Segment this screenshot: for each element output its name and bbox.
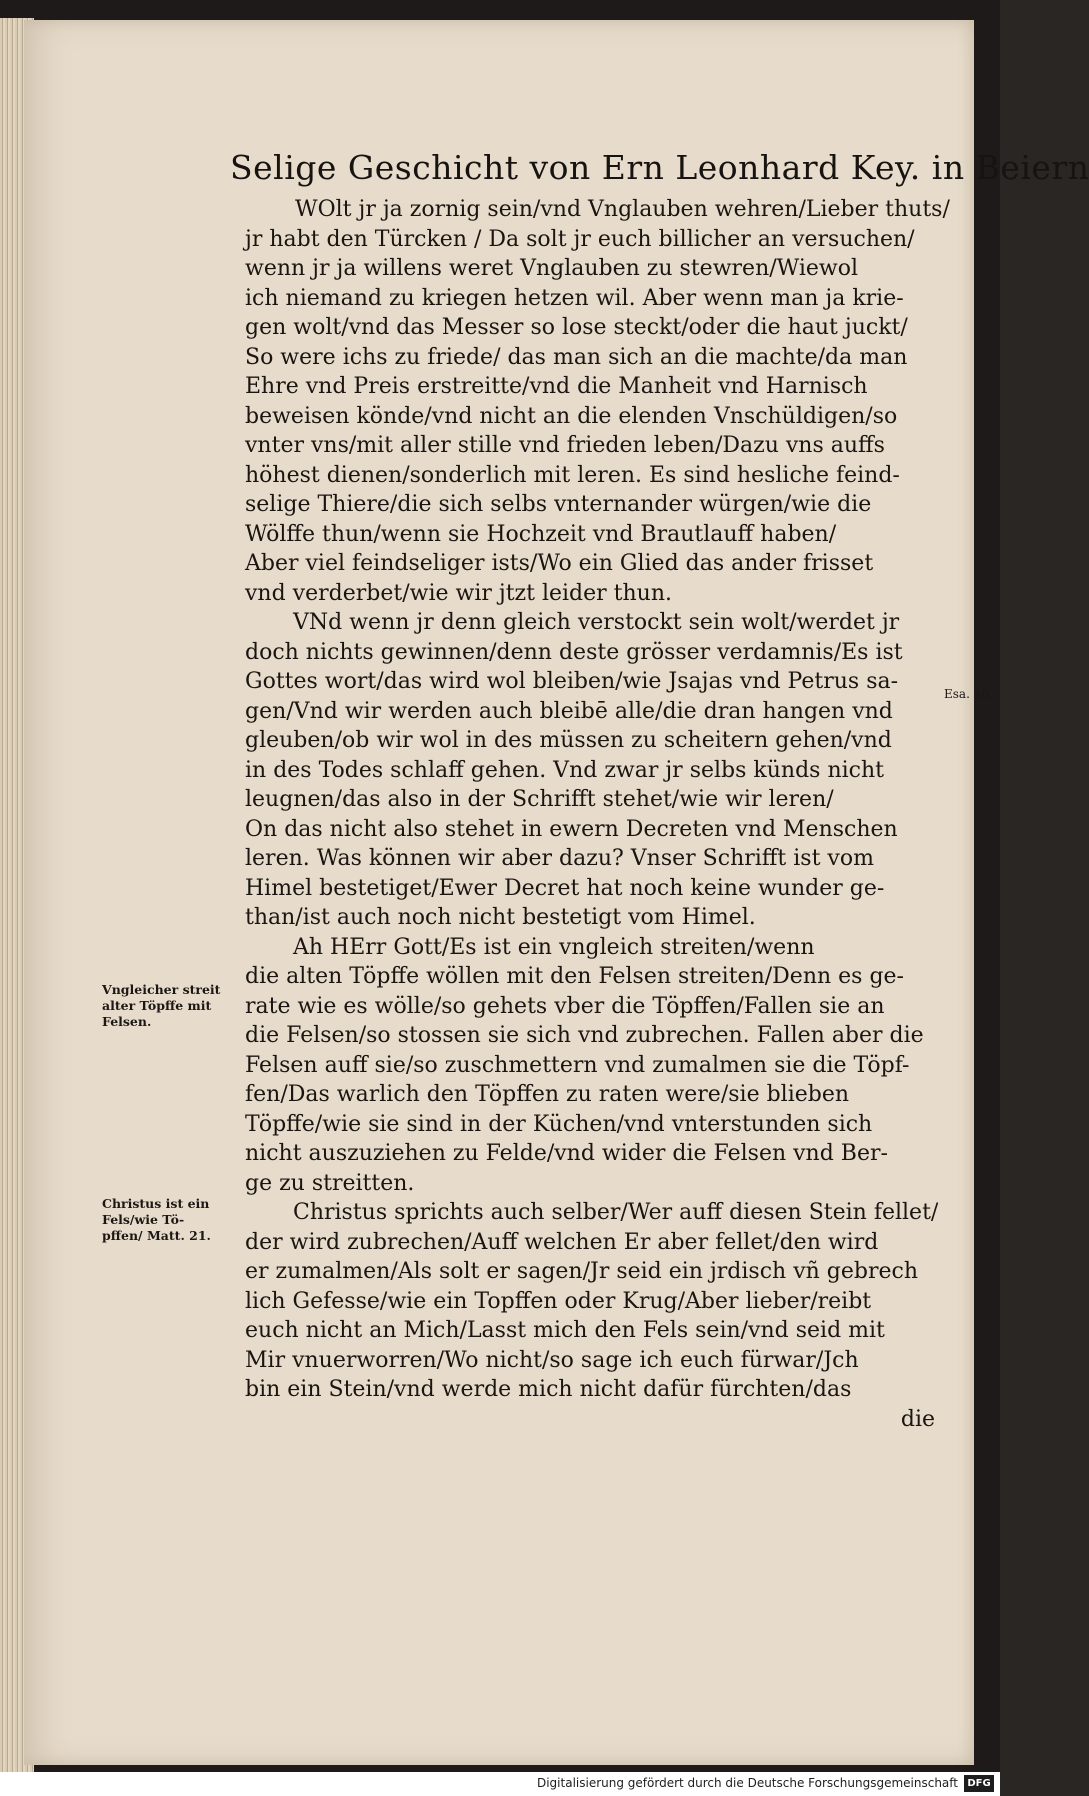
text-line: bin ein Stein/vnd werde mich nicht dafür fürchten/das bbox=[245, 1377, 852, 1402]
text-line: VNd wenn jr denn gleich verstockt sein wolt/werdet jr bbox=[293, 610, 900, 635]
text-line: leren. Was können wir aber dazu? Vnser Schrifft ist vom bbox=[245, 846, 874, 871]
text-line: WOlt jr ja zornig sein/vnd Vnglauben wehren/Lieber thuts/ bbox=[295, 197, 950, 222]
margin-note-line: alter Töpffe mit bbox=[102, 998, 212, 1013]
text-line: rate wie es wölle/so gehets vber die Töpffen/Fallen sie an bbox=[245, 993, 885, 1019]
text-line: than/ist auch noch nicht bestetigt vom Himel. bbox=[245, 905, 756, 930]
footer-credit: Digitalisierung gefördert durch die Deutsche Forschungsgemeinschaft bbox=[536, 1776, 958, 1790]
text-line: Christus sprichts auch selber/Wer auff diesen Stein fellet/ bbox=[293, 1200, 939, 1225]
text-line: leugnen/das also in der Schrifft stehet/wie wir leren/ bbox=[245, 787, 834, 812]
text-line: doch nichts gewinnen/denn deste grösser verdamnis/Es ist bbox=[245, 639, 903, 665]
text-line: Aber viel feindseliger ists/Wo ein Glied das ander frisset bbox=[245, 551, 874, 576]
text-line: gen wolt/vnd das Messer so lose steckt/oder die haut juckt/ bbox=[245, 315, 908, 340]
margin-note-line: Felsen. bbox=[102, 1014, 152, 1029]
text-line: die alten Töpffe wöllen mit den Felsen streiten/Denn es ge- bbox=[245, 964, 904, 989]
body-text bbox=[245, 195, 950, 1434]
margin-note-line: Christus ist ein bbox=[102, 1196, 210, 1211]
dfg-logo: DFG bbox=[964, 1775, 994, 1792]
text-line: vnd verderbet/wie wir jtzt leider thun. bbox=[245, 580, 673, 606]
margin-note-2 bbox=[102, 1196, 211, 1244]
text-line: lich Gefesse/wie ein Topffen oder Krug/Aber lieber/reibt bbox=[245, 1288, 872, 1314]
text-line: jr habt den Türcken / Da solt jr euch billicher an versuchen/ bbox=[245, 226, 915, 252]
text-line: So were ichs zu friede/ das man sich an die machte/da man bbox=[245, 344, 908, 370]
margin-note-1 bbox=[102, 982, 220, 1030]
text-line: euch nicht an Mich/Lasst mich den Fels sein/vnd seid mit bbox=[245, 1318, 885, 1343]
margin-note-line: Fels/wie Tö- bbox=[102, 1212, 185, 1227]
text-line: Felsen auff sie/so zuschmettern vnd zumalmen sie die Töpf- bbox=[245, 1052, 910, 1078]
text-line: Himel bestetiget/Ewer Decret hat noch keine wunder ge- bbox=[245, 875, 885, 901]
margin-note-line: pffen/ Matt. 21. bbox=[102, 1228, 211, 1243]
text-line: in des Todes schlaff gehen. Vnd zwar jr selbs künds nicht bbox=[245, 757, 884, 783]
text-line: gen/Vnd wir werden auch bleibē alle/die dran hangen vnd bbox=[245, 698, 893, 724]
margin-note-right: Esa. 40. bbox=[944, 687, 993, 701]
text-line: Mir vnuerworren/Wo nicht/so sage ich euch fürwar/Jch bbox=[245, 1347, 859, 1373]
text-line: er zumalmen/Als solt er sagen/Jr seid ein jrdisch vñ gebrech bbox=[245, 1259, 918, 1284]
text-line: ge zu streitten. bbox=[245, 1170, 415, 1196]
text-line: Töpffe/wie sie sind in der Küchen/vnd vnterstunden sich bbox=[245, 1111, 873, 1137]
text-line: Gottes wort/das wird wol bleiben/wie Jsajas vnd Petrus sa- bbox=[245, 669, 899, 694]
text-line: beweisen könde/vnd nicht an die elenden Vnschüldigen/so bbox=[245, 403, 898, 429]
running-head: Selige Geschicht von Ern Leonhard Key. in Beiern bbox=[230, 148, 1089, 187]
text-line: die bbox=[900, 1406, 935, 1432]
text-line: der wird zubrechen/Auff welchen Er aber fellet/den wird bbox=[245, 1229, 879, 1255]
text-line: ich niemand zu kriegen hetzen wil. Aber wenn man ja krie- bbox=[245, 285, 904, 311]
text-line: die Felsen/so stossen sie sich vnd zubrechen. Fallen aber die bbox=[245, 1023, 924, 1048]
text-line: nicht auszuziehen zu Felde/vnd wider die Felsen vnd Ber- bbox=[245, 1141, 888, 1166]
margin-note-line: Vngleicher streit bbox=[102, 982, 221, 997]
text-line: Wölffe thun/wenn sie Hochzeit vnd Brautlauff haben/ bbox=[245, 521, 837, 547]
text-line: Ehre vnd Preis erstreitte/vnd die Manheit vnd Harnisch bbox=[245, 374, 868, 399]
text-line: wenn jr ja willens weret Vnglauben zu stewren/Wiewol bbox=[245, 256, 859, 281]
footer-bar bbox=[0, 1772, 1000, 1796]
text-line: On das nicht also stehet in ewern Decreten vnd Menschen bbox=[245, 816, 898, 842]
text-line: vnter vns/mit aller stille vnd frieden leben/Dazu vns auffs bbox=[245, 433, 885, 458]
text-line: fen/Das warlich den Töpffen zu raten were/sie blieben bbox=[245, 1082, 850, 1107]
text-line: höhest dienen/sonderlich mit leren. Es sind hesliche feind- bbox=[245, 462, 900, 488]
text-line: selige Thiere/die sich selbs vnternander würgen/wie die bbox=[245, 492, 872, 517]
text-line: gleuben/ob wir wol in des müssen zu scheitern gehen/vnd bbox=[245, 728, 892, 753]
text-line: Ah HErr Gott/Es ist ein vngleich streiten/wenn bbox=[293, 934, 815, 960]
